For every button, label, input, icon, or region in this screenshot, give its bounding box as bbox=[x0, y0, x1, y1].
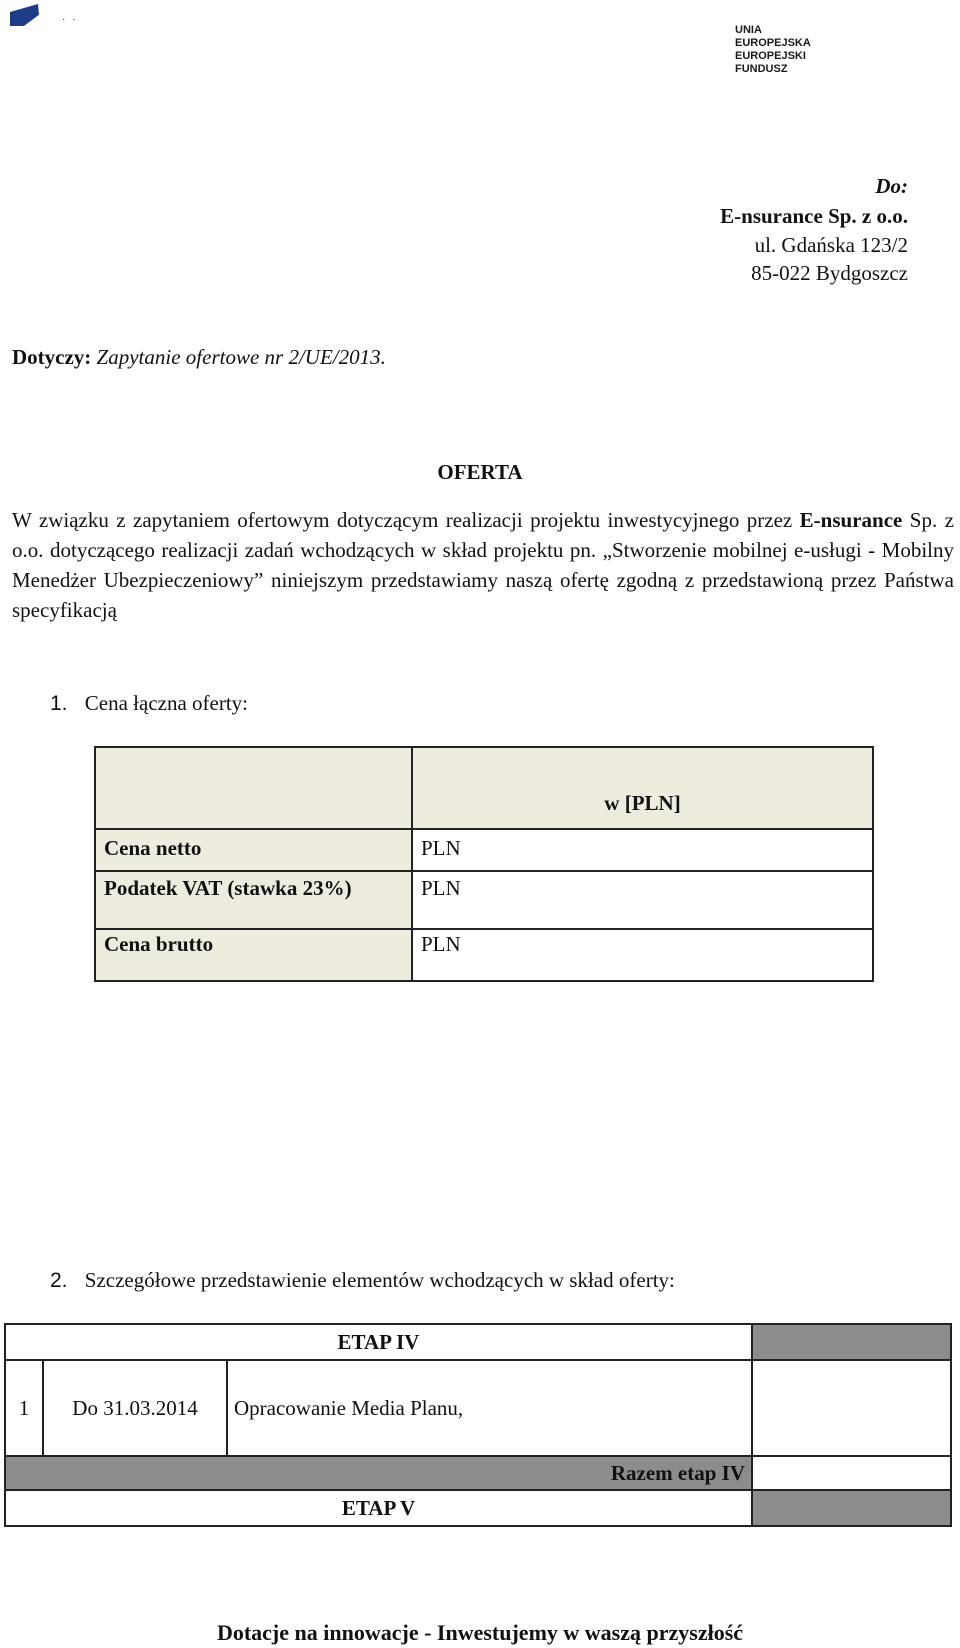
price-table-header-value: w [PLN] bbox=[412, 747, 873, 829]
intro-paragraph bbox=[12, 505, 954, 625]
subject-line bbox=[12, 345, 386, 370]
stage4-title: ETAP IV bbox=[5, 1324, 752, 1360]
subject-label: Dotyczy: bbox=[12, 345, 92, 369]
eu-flag-logo bbox=[10, 4, 48, 26]
stage5-header-row bbox=[5, 1490, 951, 1526]
section1-heading bbox=[50, 691, 248, 716]
eu-logo-text bbox=[735, 24, 835, 75]
table-row bbox=[95, 929, 873, 981]
table-row bbox=[95, 871, 873, 929]
price-label-netto: Cena netto bbox=[95, 829, 412, 871]
price-table-header-empty bbox=[95, 747, 412, 829]
price-table-header-row bbox=[95, 747, 873, 829]
section2-number: 2. bbox=[50, 1269, 68, 1292]
intro-part2: Sp. z o.o. dotyczącego realizacji zadań wchodzących w skład projektu pn. „Stworzenie mobilnej e-usługi - Mobilny Menedżer Ubezpieczeniowy” niniejszym przedstawiamy naszą ofertę zgodną z przedstawioną przez Państwa specyfikacją bbox=[12, 508, 954, 622]
logo-left-caption: · · bbox=[62, 14, 78, 25]
stage4-header-grey bbox=[752, 1324, 951, 1360]
recipient-city: 85-022 Bydgoszcz bbox=[751, 261, 908, 285]
stage-row-value bbox=[752, 1360, 951, 1456]
subject-text: Zapytanie ofertowe nr 2/UE/2013. bbox=[96, 345, 386, 369]
stage4-total-label: Razem etap IV bbox=[5, 1456, 752, 1490]
price-value-brutto: PLN bbox=[412, 929, 873, 981]
footer-slogan: Dotacje na innowacje - Inwestujemy w waszą przyszłość bbox=[216, 1620, 744, 1645]
price-label-brutto: Cena brutto bbox=[95, 929, 412, 981]
stage5-title: ETAP V bbox=[5, 1490, 752, 1526]
intro-part1: W związku z zapytaniem ofertowym dotyczącym realizacji projektu inwestycyjnego przez bbox=[12, 508, 800, 532]
section2-heading bbox=[50, 1268, 675, 1293]
section2-title: Szczegółowe przedstawienie elementów wchodzących w skład oferty: bbox=[84, 1268, 675, 1292]
stage5-header-grey bbox=[752, 1490, 951, 1526]
stage4-header-row bbox=[5, 1324, 951, 1360]
stage4-total-row bbox=[5, 1456, 951, 1490]
price-table bbox=[94, 746, 874, 982]
section1-number: 1. bbox=[50, 692, 68, 715]
price-value-vat: PLN bbox=[412, 871, 873, 929]
stage-row-number: 1 bbox=[5, 1360, 43, 1456]
document-title: OFERTA bbox=[437, 460, 523, 484]
stage-row-task: Opracowanie Media Planu, bbox=[227, 1360, 752, 1456]
table-row bbox=[95, 829, 873, 871]
eu-logo-line2: EUROPEJSKI FUNDUSZ bbox=[735, 50, 806, 75]
stage-table bbox=[4, 1323, 952, 1527]
price-label-vat: Podatek VAT (stawka 23%) bbox=[95, 871, 412, 929]
eu-logo-line1: UNIA EUROPEJSKA bbox=[735, 24, 811, 49]
intro-company: E-nsurance bbox=[799, 508, 903, 532]
recipient-street: ul. Gdańska 123/2 bbox=[754, 233, 908, 257]
price-value-netto: PLN bbox=[412, 829, 873, 871]
recipient-company: E-nsurance Sp. z o.o. bbox=[720, 204, 908, 228]
stage4-total-value bbox=[752, 1456, 951, 1490]
section1-title: Cena łączna oferty: bbox=[84, 691, 249, 715]
stage-row-date: Do 31.03.2014 bbox=[43, 1360, 227, 1456]
table-row bbox=[5, 1360, 951, 1456]
recipient-to-label: Do: bbox=[875, 174, 908, 198]
